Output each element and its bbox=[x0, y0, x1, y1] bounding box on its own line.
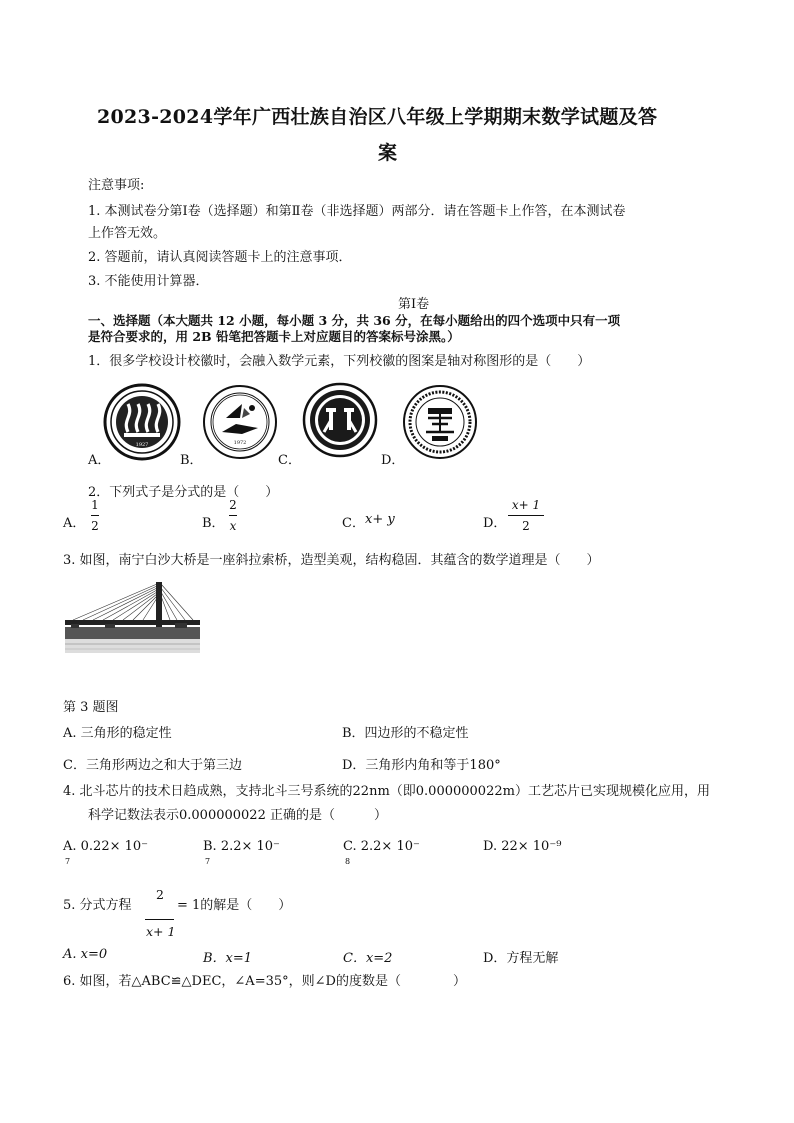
q2-option-b-fraction bbox=[226, 498, 240, 533]
q5-option-a: A. x=0 bbox=[63, 947, 108, 962]
q4-option-d: D. 22× 10⁻⁹ bbox=[483, 839, 562, 854]
q1-option-d: D． bbox=[381, 453, 405, 468]
q2-option-a-fraction bbox=[88, 498, 102, 533]
page-title-continued: 案 bbox=[378, 142, 398, 164]
q4-option-b-exponent: 7 bbox=[205, 857, 211, 866]
q5-option-c: C．x=2 bbox=[343, 951, 393, 966]
notes-item-2: 2. 答题前，请认真阅读答题卡上的注意事项． bbox=[88, 250, 352, 265]
q2-d-denominator: 2 bbox=[522, 519, 530, 533]
notes-heading: 注意事项: bbox=[88, 178, 145, 193]
badge-a-icon bbox=[105, 385, 179, 459]
page-title: 2023-2024学年广西壮族自治区八年级上学期期末数学试题及答 bbox=[97, 106, 658, 128]
badge-b-year: 1972 bbox=[233, 440, 247, 446]
q1-option-c: C． bbox=[278, 453, 301, 468]
q2-option-d-fraction bbox=[508, 498, 544, 533]
q2-a-numerator: 1 bbox=[91, 498, 99, 512]
badge-a-year: 1927 bbox=[135, 442, 149, 448]
volume-heading: 第Ⅰ卷 bbox=[398, 297, 430, 312]
q2-option-c-label: C． bbox=[342, 516, 365, 531]
q4-option-b: B. 2.2× 10⁻ bbox=[203, 839, 280, 854]
q4-option-a: A. 0.22× 10⁻ bbox=[63, 839, 149, 854]
q2-a-denominator: 2 bbox=[91, 519, 99, 533]
q4-option-c-exponent: 8 bbox=[345, 857, 351, 866]
notes-item-1-cont: 上作答无效。 bbox=[88, 226, 167, 241]
section-intro: 一、选择题（本大题共 12 小题，每小题 3 分，共 36 分，在每小题给出的四个选项中只有一项 bbox=[88, 313, 621, 328]
q2-option-a-label: A． bbox=[63, 516, 86, 531]
q5-numerator: 2 bbox=[156, 887, 164, 902]
q5-stem-rest: = 1的解是（ ） bbox=[177, 898, 292, 913]
q2-stem: 2．下列式子是分式的是（ ） bbox=[88, 485, 279, 500]
q3-option-a: A. 三角形的稳定性 bbox=[63, 726, 172, 741]
q3-option-b: B．四边形的不稳定性 bbox=[342, 726, 469, 741]
q3-stem: 3. 如图，南宁白沙大桥是一座斜拉索桥，造型美观，结构稳固．其蕴含的数学道理是（ ） bbox=[63, 553, 600, 568]
q5-option-b: B．x=1 bbox=[203, 951, 253, 966]
notes-item-1: 1. 本测试卷分第Ⅰ卷（选择题）和第Ⅱ卷（非选择题）两部分．请在答题卡上作答，在本测试卷 bbox=[88, 204, 626, 219]
q4-stem-cont: 科学记数法表示0.000000022 正确的是（ ） bbox=[88, 808, 387, 823]
q3-figure-caption: 第 3 题图 bbox=[63, 700, 119, 715]
q1-option-b: B． bbox=[180, 453, 203, 468]
q2-b-numerator: 2 bbox=[229, 498, 237, 512]
badge-d-icon bbox=[404, 386, 476, 458]
section-intro-cont: 是符合要求的，用 2B 铅笔把答题卡上对应题目的答案标号涂黑。） bbox=[88, 329, 460, 344]
q2-option-b-label: B． bbox=[202, 516, 225, 531]
q3-option-d: D．三角形内角和等于180° bbox=[342, 758, 501, 773]
q1-stem: 1．很多学校设计校徽时，会融入数学元素，下列校徽的图案是轴对称图形的是（ ） bbox=[88, 354, 591, 369]
q5-fraction-bar bbox=[145, 919, 174, 920]
q2-option-c-expr: x+ y bbox=[365, 512, 395, 527]
q3-option-c: C．三角形两边之和大于第三边 bbox=[63, 758, 242, 773]
notes-item-3: 3. 不能使用计算器． bbox=[88, 274, 209, 289]
q4-option-c: C. 2.2× 10⁻ bbox=[343, 839, 420, 854]
q5-option-d: D．方程无解 bbox=[483, 951, 559, 966]
badge-b-icon bbox=[204, 386, 276, 458]
q2-option-d-label: D． bbox=[483, 516, 507, 531]
q1-option-a: A． bbox=[88, 453, 111, 468]
q2-b-denominator: x bbox=[229, 519, 237, 533]
q5-denominator: x+ 1 bbox=[146, 924, 176, 939]
q6-stem: 6. 如图，若△ABC≌△DEC，∠A=35°，则∠D的度数是（ ） bbox=[63, 974, 466, 989]
q5-stem-prefix: 5. 分式方程 bbox=[63, 898, 132, 913]
q4-stem: 4. 北斗芯片的技术日趋成熟，支持北斗三号系统的22nm（即0.000000022m）工艺芯片已实现规模化应用，用 bbox=[63, 784, 710, 799]
q4-option-a-exponent: 7 bbox=[65, 857, 71, 866]
bridge-image bbox=[65, 580, 200, 656]
q2-d-numerator: x+ 1 bbox=[511, 498, 541, 512]
badge-c-icon bbox=[304, 384, 376, 456]
